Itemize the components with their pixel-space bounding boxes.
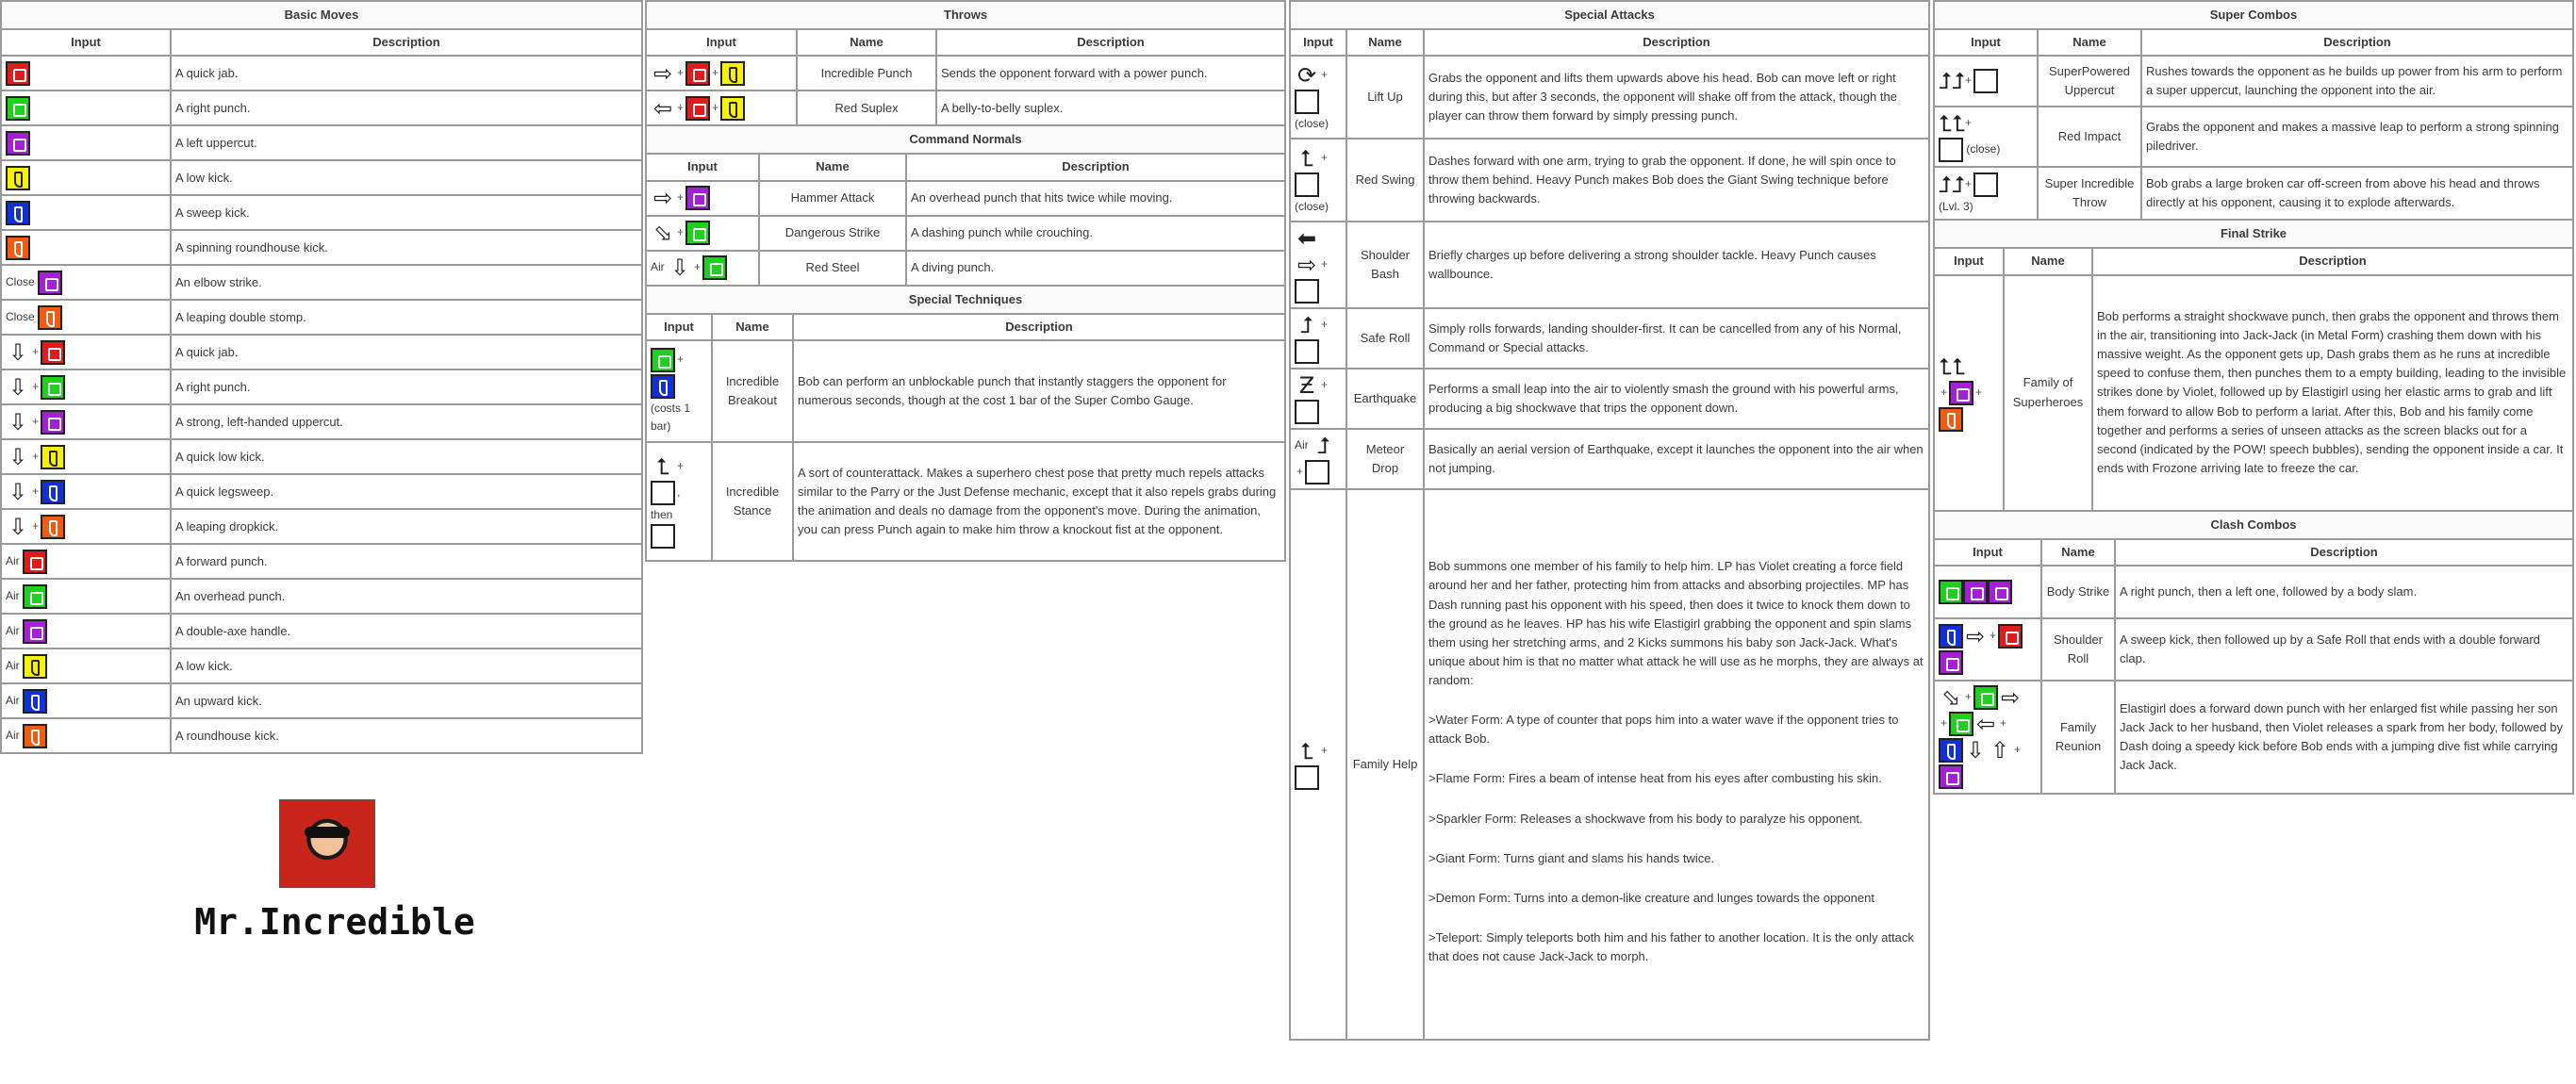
move-description: Bob can perform an unblockable punch that instantly staggers the opponent for numerous seconds, though at the cost 1 bar of the Super Combo Gauge. [793, 340, 1285, 442]
throws-column [645, 0, 1286, 562]
input-cell: ⬂ + ⇨ + ⇦ + ⇩ ⇧ + [1934, 681, 2041, 794]
heavy-punch-icon [685, 186, 710, 210]
heavy-punch-icon [1949, 381, 1973, 405]
medium-punch-icon [1973, 685, 1998, 710]
move-name: Incredible Punch [797, 56, 936, 90]
medium-punch-icon [702, 255, 727, 280]
up-arrow-icon: ⇧ [1990, 736, 2010, 764]
input-prefix: Air [6, 553, 20, 567]
basic-moves-column [0, 0, 643, 754]
final-strike-table [1933, 219, 2574, 511]
light-kick-icon [720, 96, 745, 121]
special-techniques-table [645, 285, 1286, 562]
punch-icon [1973, 69, 1998, 93]
description-header: Description [2115, 539, 2573, 566]
move-description: A forward punch. [171, 544, 642, 579]
move-description: A sweep kick. [171, 195, 642, 230]
light-kick-icon [23, 654, 47, 679]
input-cell: ⇩ + [1, 509, 171, 544]
move-name: Red Swing [1346, 139, 1424, 222]
move-name: Earthquake [1346, 369, 1424, 429]
mr-incredible-portrait [279, 799, 375, 888]
input-cell: ⮥⮥+ (Lvl. 3) [1934, 167, 2038, 220]
super-combos-column [1933, 0, 2574, 795]
input-prefix: Air [6, 693, 20, 707]
move-description: A leaping dropkick. [171, 509, 642, 544]
move-name: Super Incredible Throw [2038, 167, 2141, 220]
heavy-kick-icon [1939, 407, 1963, 432]
medium-punch-icon [23, 584, 47, 609]
input-header: Input [646, 29, 797, 56]
move-name: Hammer Attack [759, 181, 906, 216]
input-cell [1, 56, 171, 90]
input-cell: + (costs 1 bar) [646, 340, 712, 442]
double-back-up-arrow-icon: ⮤⮤ [1939, 110, 1966, 138]
description-header: Description [936, 29, 1285, 56]
input-cell: ⬂ + [646, 216, 759, 251]
super-combos-table [1933, 0, 2574, 221]
move-description: A right punch, then a left one, followed by a body slam. [2115, 566, 2573, 618]
punch-icon [651, 524, 675, 549]
name-header: Name [712, 314, 793, 340]
move-name: Incredible Breakout [712, 340, 793, 442]
input-prefix: Air [651, 260, 665, 274]
kick-icon [1295, 279, 1319, 304]
input-cell: ⮤⮤ + + [1934, 275, 2004, 511]
move-name: Safe Roll [1346, 308, 1424, 369]
move-description: Rushes towards the opponent as he builds up power from his arm to perform a super uppercut, launching the opponent into the air. [2141, 56, 2573, 107]
circle-arrow-icon: ⟳ [1296, 61, 1317, 89]
input-cell: ⟳ + (close) [1290, 56, 1346, 139]
input-header: Input [1, 29, 171, 56]
heavy-punch-icon [6, 131, 30, 156]
z-motion-icon: Ƶ [1298, 372, 1315, 400]
input-note: (Lvl. 3) [1939, 199, 1973, 213]
heavy-punch-icon [1963, 580, 1988, 604]
final-strike-title: Final Strike [1934, 220, 2573, 248]
move-description: A dashing punch while crouching. [906, 216, 1285, 251]
super-combos-title: Super Combos [1934, 1, 2573, 29]
input-note: (close) [1295, 116, 1329, 130]
family-help-paragraph: >Teleport: Simply teleports both him and his father to another location. It is the only attack that does not cause Jack-Jack to morph. [1428, 930, 1914, 964]
move-name: Family of Superheroes [2004, 275, 2092, 511]
input-cell: Air ⮥ + [1290, 429, 1346, 489]
description-header: Description [906, 154, 1285, 180]
move-name: Meteor Drop [1346, 429, 1424, 489]
input-header: Input [646, 314, 712, 340]
name-header: Name [2038, 29, 2141, 56]
down-arrow-icon: ⇩ [669, 255, 690, 282]
input-cell: ⇦ + + [646, 90, 797, 125]
clash-combos-table [1933, 510, 2574, 795]
input-cell [1, 160, 171, 195]
medium-kick-icon [23, 689, 47, 714]
move-description: A quick jab. [171, 335, 642, 370]
family-help-paragraph: >Sparkler Form: Releases a shockwave from his body to paralyze his opponent. [1428, 811, 1863, 826]
forward-arrow-icon: ⇨ [652, 59, 673, 87]
special-attacks-column [1289, 0, 1930, 1041]
down-arrow-icon: ⇩ [8, 373, 28, 401]
down-forward-arrow-icon: ⬂ [652, 220, 673, 247]
input-cell: ⇩ + [1, 439, 171, 474]
family-help-paragraph: >Water Form: A type of counter that pops him into a water wave if the opponent tries to attack Bob. [1428, 713, 1899, 747]
basic-moves-title: Basic Moves [1, 1, 642, 29]
input-cell: Air ⇩ + [646, 251, 759, 286]
move-name: Red Steel [759, 251, 906, 286]
heavy-punch-icon [38, 271, 62, 295]
forward-arrow-icon: ⇨ [1965, 622, 1986, 649]
input-note: (close) [1966, 142, 2001, 156]
input-header: Input [1934, 29, 2038, 56]
double-forward-up-arrow-icon: ⮥⮥ [1939, 171, 1966, 198]
punch-icon [1939, 138, 1963, 162]
move-name: SuperPowered Uppercut [2038, 56, 2141, 107]
heavy-punch-icon [41, 410, 65, 435]
input-cell: ⮥ + [1290, 308, 1346, 369]
input-cell [1, 125, 171, 160]
forward-arrow-icon: ⇨ [652, 185, 673, 212]
input-prefix: Air [6, 728, 20, 742]
family-help-paragraph: >Flame Form: Fires a beam of intense heat from his eyes after combusting his skin. [1428, 771, 1882, 786]
input-cell: ⇨ + [1934, 618, 2041, 681]
portrait-mask-detail [305, 827, 350, 838]
light-punch-icon [23, 550, 47, 574]
input-header: Input [646, 154, 759, 180]
input-cell: ⮤⮤+ (close) [1934, 107, 2038, 167]
family-help-paragraph: >Giant Form: Turns giant and slams his hands twice. [1428, 850, 1715, 865]
input-prefix: Air [6, 658, 20, 672]
move-description: A quick low kick. [171, 439, 642, 474]
down-arrow-icon: ⇩ [1965, 736, 1986, 764]
light-punch-icon [41, 340, 65, 365]
medium-kick-icon [41, 480, 65, 504]
name-header: Name [797, 29, 936, 56]
medium-punch-icon [1939, 580, 1963, 604]
input-cell [1934, 566, 2041, 618]
name-header: Name [2004, 248, 2092, 274]
input-cell [1, 649, 171, 683]
input-cell [1, 579, 171, 614]
move-description: Briefly charges up before delivering a strong shoulder tackle. Heavy Punch causes wallbounce. [1424, 222, 1929, 308]
move-description: Grabs the opponent and makes a massive leap to perform a strong spinning piledriver. [2141, 107, 2573, 167]
input-cell [1, 90, 171, 125]
move-description: A sort of counterattack. Makes a superhero chest pose that pretty much repels attacks similar to the Parry or the Just Defense mechanic, except that it also repels grabs during the animation and deals no damage from the opponent's move. During the animation, you can press Punch again to make him throw a knockout fist at the opponent. [793, 442, 1285, 561]
all-punches-icon [1973, 172, 1998, 197]
heavy-kick-icon [6, 236, 30, 260]
description-header: Description [171, 29, 642, 56]
move-description: An upward kick. [171, 683, 642, 718]
move-description: A leaping double stomp. [171, 300, 642, 335]
move-description: A right punch. [171, 90, 642, 125]
basic-moves-table [0, 0, 643, 754]
move-description: A roundhouse kick. [171, 718, 642, 753]
punch-icon [651, 481, 675, 505]
move-description: A double-axe handle. [171, 614, 642, 649]
heavy-kick-icon [23, 724, 47, 748]
move-description: A belly-to-belly suplex. [936, 90, 1285, 125]
throws-title: Throws [646, 1, 1285, 29]
down-arrow-icon: ⇩ [8, 338, 28, 366]
move-description: A diving punch. [906, 251, 1285, 286]
move-description: A low kick. [171, 160, 642, 195]
move-description: A quick legsweep. [171, 474, 642, 509]
input-cell: ⇨ + [646, 181, 759, 216]
heavy-kick-icon [38, 305, 62, 330]
medium-punch-icon [41, 375, 65, 400]
kick-icon [1295, 765, 1319, 790]
double-back-up-arrow-icon: ⮤⮤ [1939, 353, 1966, 380]
medium-punch-icon [1949, 712, 1973, 736]
input-cell [1, 195, 171, 230]
move-description: Dashes forward with one arm, trying to grab the opponent. If done, he will spin once to throw them behind. Heavy Punch makes Bob does the Giant Swing technique before throwing backwards. [1424, 139, 1929, 222]
move-description: A spinning roundhouse kick. [171, 230, 642, 265]
input-cell: ⇩ + [1, 335, 171, 370]
special-attacks-title: Special Attacks [1290, 1, 1929, 29]
down-arrow-icon: ⇩ [8, 478, 28, 505]
family-help-description [1424, 489, 1929, 1040]
move-description: Basically an aerial version of Earthquake, except it launches the opponent into the air when not jumping. [1424, 429, 1929, 489]
move-name: Incredible Stance [712, 442, 793, 561]
input-header: Input [1934, 539, 2041, 566]
family-help-paragraph: >Demon Form: Turns into a demon-like creature and lunges towards the opponent [1428, 890, 1874, 905]
input-cell: Ƶ + [1290, 369, 1346, 429]
light-punch-icon [685, 96, 710, 121]
input-prefix: Air [1295, 438, 1309, 452]
input-cell: ⇩ + [1, 474, 171, 509]
medium-punch-icon [651, 348, 675, 372]
light-kick-icon [41, 445, 65, 469]
move-description: An overhead punch that hits twice while moving. [906, 181, 1285, 216]
down-arrow-icon: ⇩ [8, 408, 28, 435]
medium-kick-icon [6, 201, 30, 225]
move-description: A strong, left-handed uppercut. [171, 404, 642, 439]
input-prefix: Air [6, 588, 20, 602]
back-up-arrow-icon: ⮤ [1299, 144, 1314, 172]
move-description: Grabs the opponent and lifts them upwards above his head. Bob can move left or right during this, but after 3 seconds, the opponent will shake off from the attack, though the player can throw them forward by simply pressing punch. [1424, 56, 1929, 139]
character-name-logo: Mr.Incredible [194, 901, 475, 943]
input-cell: ⮤ + [1290, 489, 1346, 1040]
move-description: A right punch. [171, 370, 642, 404]
move-name: Shoulder Roll [2041, 618, 2115, 681]
medium-kick-icon [651, 374, 675, 399]
medium-punch-icon [6, 96, 30, 121]
forward-arrow-icon: ⇨ [1296, 252, 1317, 279]
input-cell [1, 544, 171, 579]
heavy-punch-icon [23, 619, 47, 644]
move-description: Sends the opponent forward with a power punch. [936, 56, 1285, 90]
move-description: Performs a small leap into the air to violently smash the ground with his powerful arms, producing a big shockwave that trips the opponent down. [1424, 369, 1929, 429]
heavy-punch-icon [1939, 650, 1963, 675]
heavy-punch-icon [1939, 764, 1963, 789]
down-forward-arrow-icon: ⬂ [1940, 683, 1961, 711]
input-prefix: Close [6, 274, 35, 288]
input-cell: ⇨ + + [646, 56, 797, 90]
input-note: (close) [1295, 199, 1329, 213]
punch-icon [1305, 460, 1329, 485]
down-arrow-icon: ⇩ [8, 513, 28, 540]
input-header: Input [1934, 248, 2004, 274]
light-punch-icon [6, 61, 30, 86]
light-kick-icon [720, 61, 745, 86]
name-header: Name [2041, 539, 2115, 566]
kick-icon [1295, 339, 1319, 364]
move-name: Body Strike [2041, 566, 2115, 618]
medium-punch-icon [685, 221, 710, 245]
description-header: Description [2141, 29, 2573, 56]
light-punch-icon [1998, 624, 2023, 649]
move-description: Simply rolls forwards, landing shoulder-first. It can be cancelled from any of his Normal, Command or Special attacks. [1424, 308, 1929, 369]
move-name: Red Suplex [797, 90, 936, 125]
move-description: Elastigirl does a forward down punch with her enlarged fist while passing her son Jack Jack to her husband, then Violet releases a spark from her body, followed by Dash doing a speedy kick before Bob ends with a jumping dive fist while carrying Jack Jack. [2115, 681, 2573, 794]
description-header: Description [793, 314, 1285, 340]
move-name: Red Impact [2038, 107, 2141, 167]
input-cell [1, 300, 171, 335]
description-header: Description [1424, 29, 1929, 56]
input-prefix: Air [6, 623, 20, 637]
move-name: Family Help [1346, 489, 1424, 1040]
back-arrow-icon: ⇦ [652, 94, 673, 122]
move-description: An elbow strike. [171, 265, 642, 300]
charge-back-arrow-icon: ⬅ [1296, 225, 1317, 253]
move-description: Bob performs a straight shockwave punch, then grabs the opponent and throws them in the air, transitioning into Jack-Jack (in Metal Form) crashing them down with his massive weight. As the opponent gets up, Dash grabs them as he runs at incredible speed to confuse them, then punches them to a empty building, leading to the invisible strikes done by Violet, followed up by Elastigirl using her elastic arms to grab and lift them forward to allow Bob to perform a lariat. After this, Bob and his family come together and performs a series of unseen attacks as the screen blacks out for a second (indicated by the POW! speech bubbles), sending the opponent inside a car. It ends with Frozone arriving late to freeze the car. [2092, 275, 2573, 511]
description-header: Description [2092, 248, 2573, 274]
input-header: Input [1290, 29, 1346, 56]
light-punch-icon [685, 61, 710, 86]
name-header: Name [759, 154, 906, 180]
down-arrow-icon: ⇩ [8, 443, 28, 470]
input-cell: ⮥⮥+ [1934, 56, 2038, 107]
input-cell: ⇩ + [1, 404, 171, 439]
input-cell [1, 718, 171, 753]
input-cell [1, 614, 171, 649]
move-name: Dangerous Strike [759, 216, 906, 251]
double-forward-up-arrow-icon: ⮥⮥ [1939, 68, 1966, 95]
heavy-punch-icon [1988, 580, 2012, 604]
input-cell: ⮤ + (close) [1290, 139, 1346, 222]
move-description: A low kick. [171, 649, 642, 683]
command-normals-table [645, 124, 1286, 286]
move-name: Lift Up [1346, 56, 1424, 139]
punch-icon [1295, 172, 1319, 197]
forward-arrow-icon: ⇨ [2000, 683, 2021, 711]
family-help-paragraph: Bob summons one member of his family to help him. LP has Violet creating a force field around her and her father, protecting him from attacks and absorbing projectiles. MP has Dash running past his opponent with his speed, then does it twice to knock them down to the ground as he leaves. HP has his wife Elastigirl grabbing the opponent and spin slams them using her stretching arms, and 2 Kicks summons his baby son Jack-Jack. What's unique about him is that no matter what attack he will use as he morphs, they are always at random: [1428, 559, 1924, 688]
input-cell: ⇩ + [1, 370, 171, 404]
medium-kick-icon [1939, 624, 1963, 649]
input-cell [1, 265, 171, 300]
back-arrow-icon: ⇦ [1975, 710, 1996, 737]
punch-icon [1295, 400, 1319, 424]
input-cell [1, 683, 171, 718]
clash-combos-title: Clash Combos [1934, 511, 2573, 539]
input-cell [1, 230, 171, 265]
input-cell: ⮤ + , then [646, 442, 712, 561]
heavy-kick-icon [41, 515, 65, 539]
light-kick-icon [6, 166, 30, 190]
input-cell: ⬅ ⇨ + [1290, 222, 1346, 308]
input-prefix: Close [6, 309, 35, 323]
move-name: Shoulder Bash [1346, 222, 1424, 308]
forward-up-arrow-icon: ⮥ [1316, 433, 1331, 460]
move-description: A quick jab. [171, 56, 642, 90]
throws-table [645, 0, 1286, 126]
special-attacks-table [1289, 0, 1930, 1041]
forward-up-arrow-icon: ⮥ [1299, 312, 1314, 339]
input-note: (costs 1 bar) [651, 402, 691, 433]
medium-kick-icon [1939, 738, 1963, 763]
punch-icon [1295, 90, 1319, 114]
back-up-arrow-icon: ⮤ [655, 452, 670, 480]
name-header: Name [1346, 29, 1424, 56]
move-description: A sweep kick, then followed up by a Safe Roll that ends with a double forward clap. [2115, 618, 2573, 681]
move-name: Family Reunion [2041, 681, 2115, 794]
back-up-arrow-icon: ⮤ [1299, 738, 1314, 765]
special-techniques-title: Special Techniques [646, 286, 1285, 314]
command-normals-title: Command Normals [646, 125, 1285, 154]
move-description: An overhead punch. [171, 579, 642, 614]
move-description: Bob grabs a large broken car off-screen from above his head and throws directly at his opponent, causing it to explode afterwards. [2141, 167, 2573, 220]
move-description: A left uppercut. [171, 125, 642, 160]
input-note: then [651, 507, 673, 521]
